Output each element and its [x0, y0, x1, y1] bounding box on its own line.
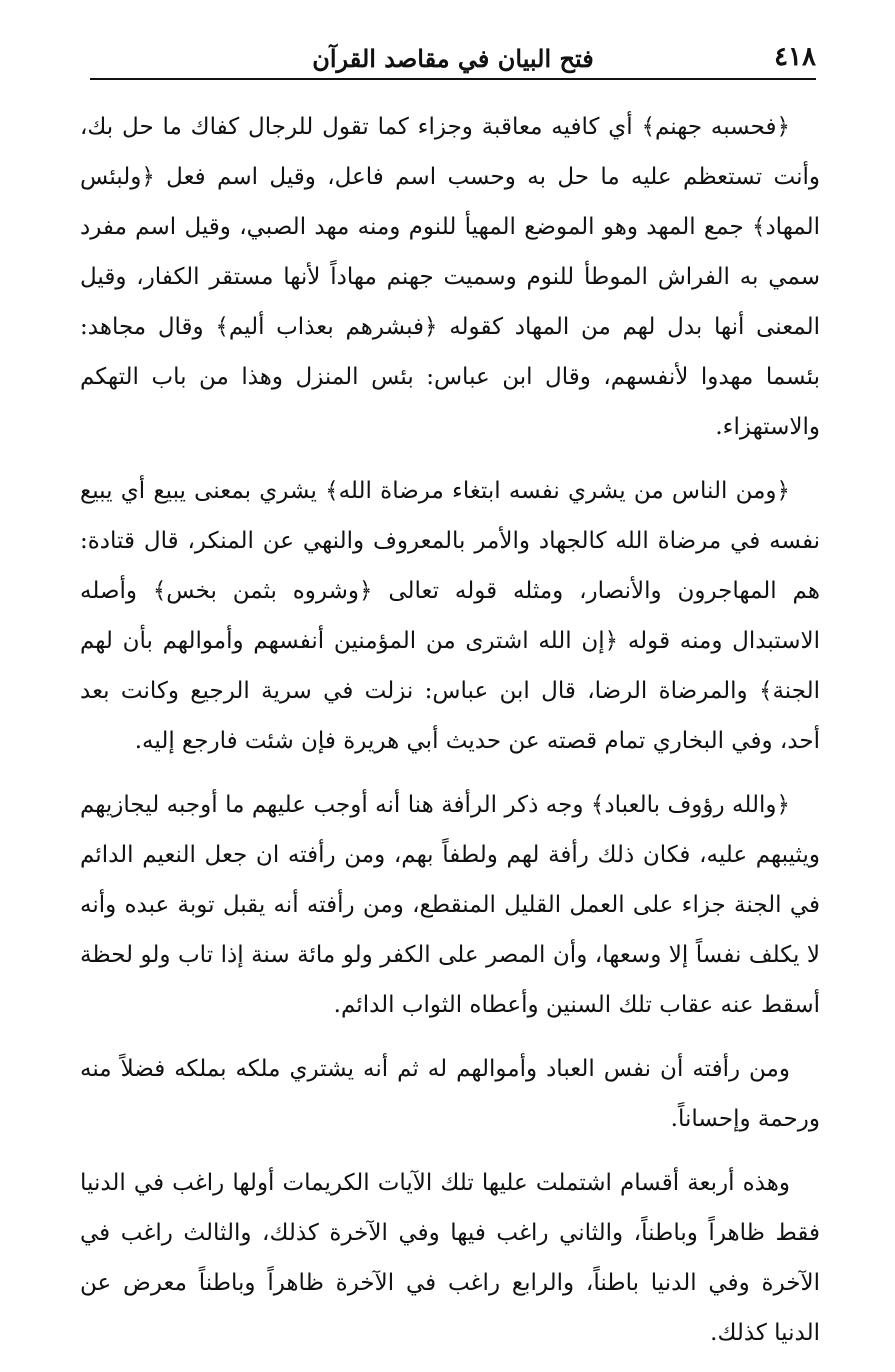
paragraph: ﴿والله رؤوف بالعباد﴾ وجه ذكر الرأفة هنا أنه أوجب عليهم ما أوجبه ليجازيهم ويثيبهم عليه، فكان ذلك رأفة لهم ولطفاً بهم، ومن رأفته ان جعل النعيم الدائم في الجنة جزاء على العمل القليل المنقطع، ومن رأفته أنه يقبل توبة عبده وأنه لا يكلف نفساً إلا وسعها، وأن المصر على الكفر ولو مائة سنة إذا تاب ولو لحظة أسقط عنه عقاب تلك السنين وأعطاه الثواب الدائم.: [80, 792, 820, 1018]
paragraph: ﴿فحسبه جهنم﴾ أي كافيه معاقبة وجزاء كما تقول للرجال كفاك ما حل بك، وأنت تستعظم عليه ما حل به وحسب اسم فاعل، وقيل اسم فعل ﴿ولبئس المهاد﴾ جمع المهد وهو الموضع المهيأ للنوم ومنه مهد الصبي، وقيل اسم مفرد سمي به الفراش الموطأ للنوم وسميت جهنم مهاداً لأنها مستقر الكفار، وقيل المعنى أنها بدل لهم من المهاد كقوله ﴿فبشرهم بعذاب أليم﴾ وقال مجاهد: بئسما مهدوا لأنفسهم، وقال ابن عباس: بئس المنزل وهذا من باب التهكم والاستهزاء.: [80, 114, 820, 440]
running-title: فتح البيان في مقاصد القرآن: [312, 44, 594, 73]
page-header: [90, 40, 816, 80]
body-text: [80, 102, 820, 1372]
page-number: ٤١٨: [774, 42, 816, 72]
paragraph: وهذه أربعة أقسام اشتملت عليها تلك الآيات الكريمات أولها راغب في الدنيا فقط ظاهراً وباطناً، والثاني راغب فيها وفي الآخرة كذلك، والثالث راغب في الآخرة وفي الدنيا باطناً، والرابع راغب في الآخرة ظاهراً وباطناً معرض عن الدنيا كذلك.: [80, 1170, 820, 1346]
paragraph: ومن رأفته أن نفس العباد وأموالهم له ثم أنه يشتري ملكه بملكه فضلاً منه ورحمة وإحساناً.: [80, 1056, 820, 1132]
paragraph: ﴿ومن الناس من يشري نفسه ابتغاء مرضاة الله﴾ يشري بمعنى يبيع أي يبيع نفسه في مرضاة الله كالجهاد والأمر بالمعروف والنهي عن المنكر، قال قتادة: هم المهاجرون والأنصار، ومثله قوله تعالى ﴿وشروه بثمن بخس﴾ وأصله الاستبدال ومنه قوله ﴿إن الله اشترى من المؤمنين أنفسهم وأموالهم بأن لهم الجنة﴾ والمرضاة الرضا، قال ابن عباس: نزلت في سرية الرجيع وكانت بعد أحد، وفي البخاري تمام قصته عن حديث أبي هريرة فإن شئت فارجع إليه.: [80, 478, 820, 754]
